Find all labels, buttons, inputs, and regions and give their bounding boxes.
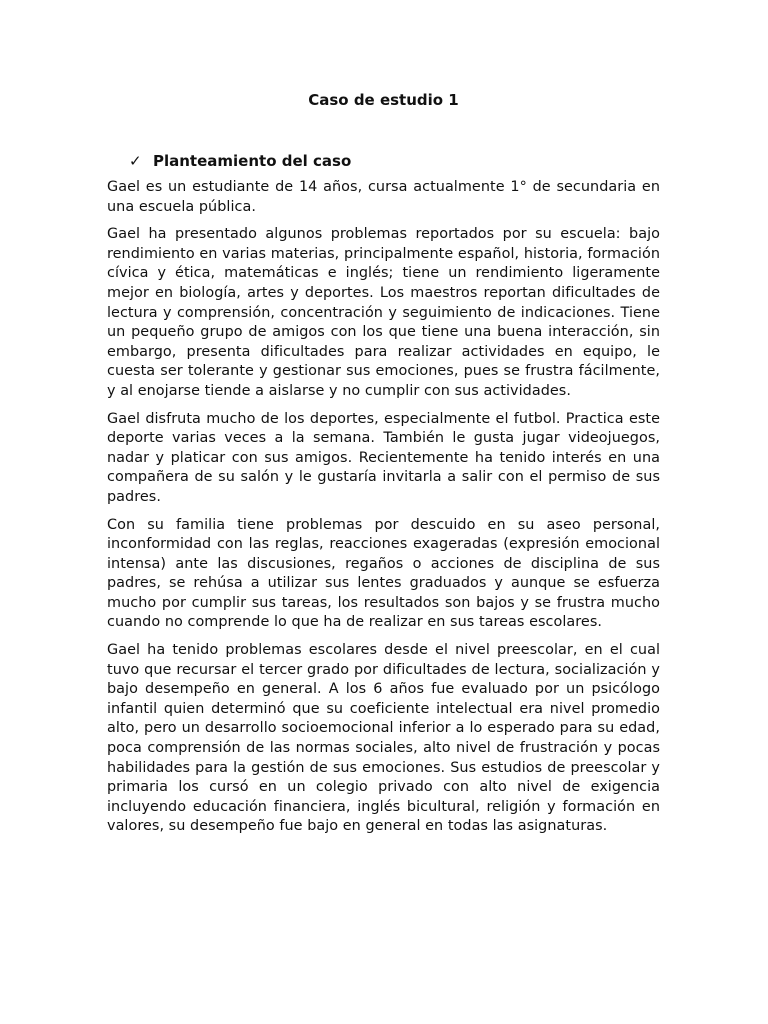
- paragraph-2: Gael ha presentado algunos problemas reportados por su escuela: bajo rendimiento en varias materias, principalmente español, historia, formación cívica y ética, matemáticas e inglés; tiene un rendimiento ligeramente mejor en biología, artes y deportes. Los maestros reportan dificultades de lectura y comprensión, concentración y seguimiento de indicaciones. Tiene un pequeño grupo de amigos con los que tiene una buena interacción, sin embargo, presenta dificultades para realizar actividades en equipo, le cuesta ser tolerante y gestionar sus emociones, pues se frustra fácilmente, y al enojarse tiende a aislarse y no cumplir con sus actividades.: [107, 226, 660, 399]
- document-page: [107, 88, 660, 837]
- document-title: Caso de estudio 1: [308, 91, 459, 109]
- paragraph-1: Gael es un estudiante de 14 años, cursa actualmente 1° de secundaria en una escuela pública.: [107, 179, 660, 215]
- section-heading-label: Planteamiento del caso: [153, 152, 352, 170]
- paragraph-3: Gael disfruta mucho de los deportes, especialmente el futbol. Practica este deporte varias veces a la semana. También le gusta jugar videojuegos, nadar y platicar con sus amigos. Recientemente ha tenido interés en una compañera de su salón y le gustaría invitarla a salir con el permiso de sus padres.: [107, 410, 660, 505]
- section-heading: [129, 150, 660, 172]
- checkmark-icon: ✓: [129, 152, 142, 170]
- paragraph-4: Con su familia tiene problemas por descuido en su aseo personal, inconformidad con las reglas, reacciones exageradas (expresión emocional intensa) ante las discusiones, regaños o acciones de disciplina de sus padres, se rehúsa a utilizar sus lentes graduados y aunque se esfuerza mucho por cumplir sus tareas, los resultados son bajos y se frustra mucho cuando no comprende lo que ha de realizar en sus tareas escolares.: [107, 516, 660, 631]
- paragraph-5: Gael ha tenido problemas escolares desde el nivel preescolar, en el cual tuvo que recursar el tercer grado por dificultades de lectura, socialización y bajo desempeño en general. A los 6 años fue evaluado por un psicólogo infantil quien determinó que su coeficiente intelectual era nivel promedio alto, pero un desarrollo socioemocional inferior a lo esperado para su edad, poca comprensión de las normas sociales, alto nivel de frustración y pocas habilidades para la gestión de sus emociones. Sus estudios de preescolar y primaria los cursó en un colegio privado con alto nivel de exigencia incluyendo educación financiera, inglés bicultural, religión y formación en valores, su desempeño fue bajo en general en todas las asignaturas.: [107, 642, 660, 835]
